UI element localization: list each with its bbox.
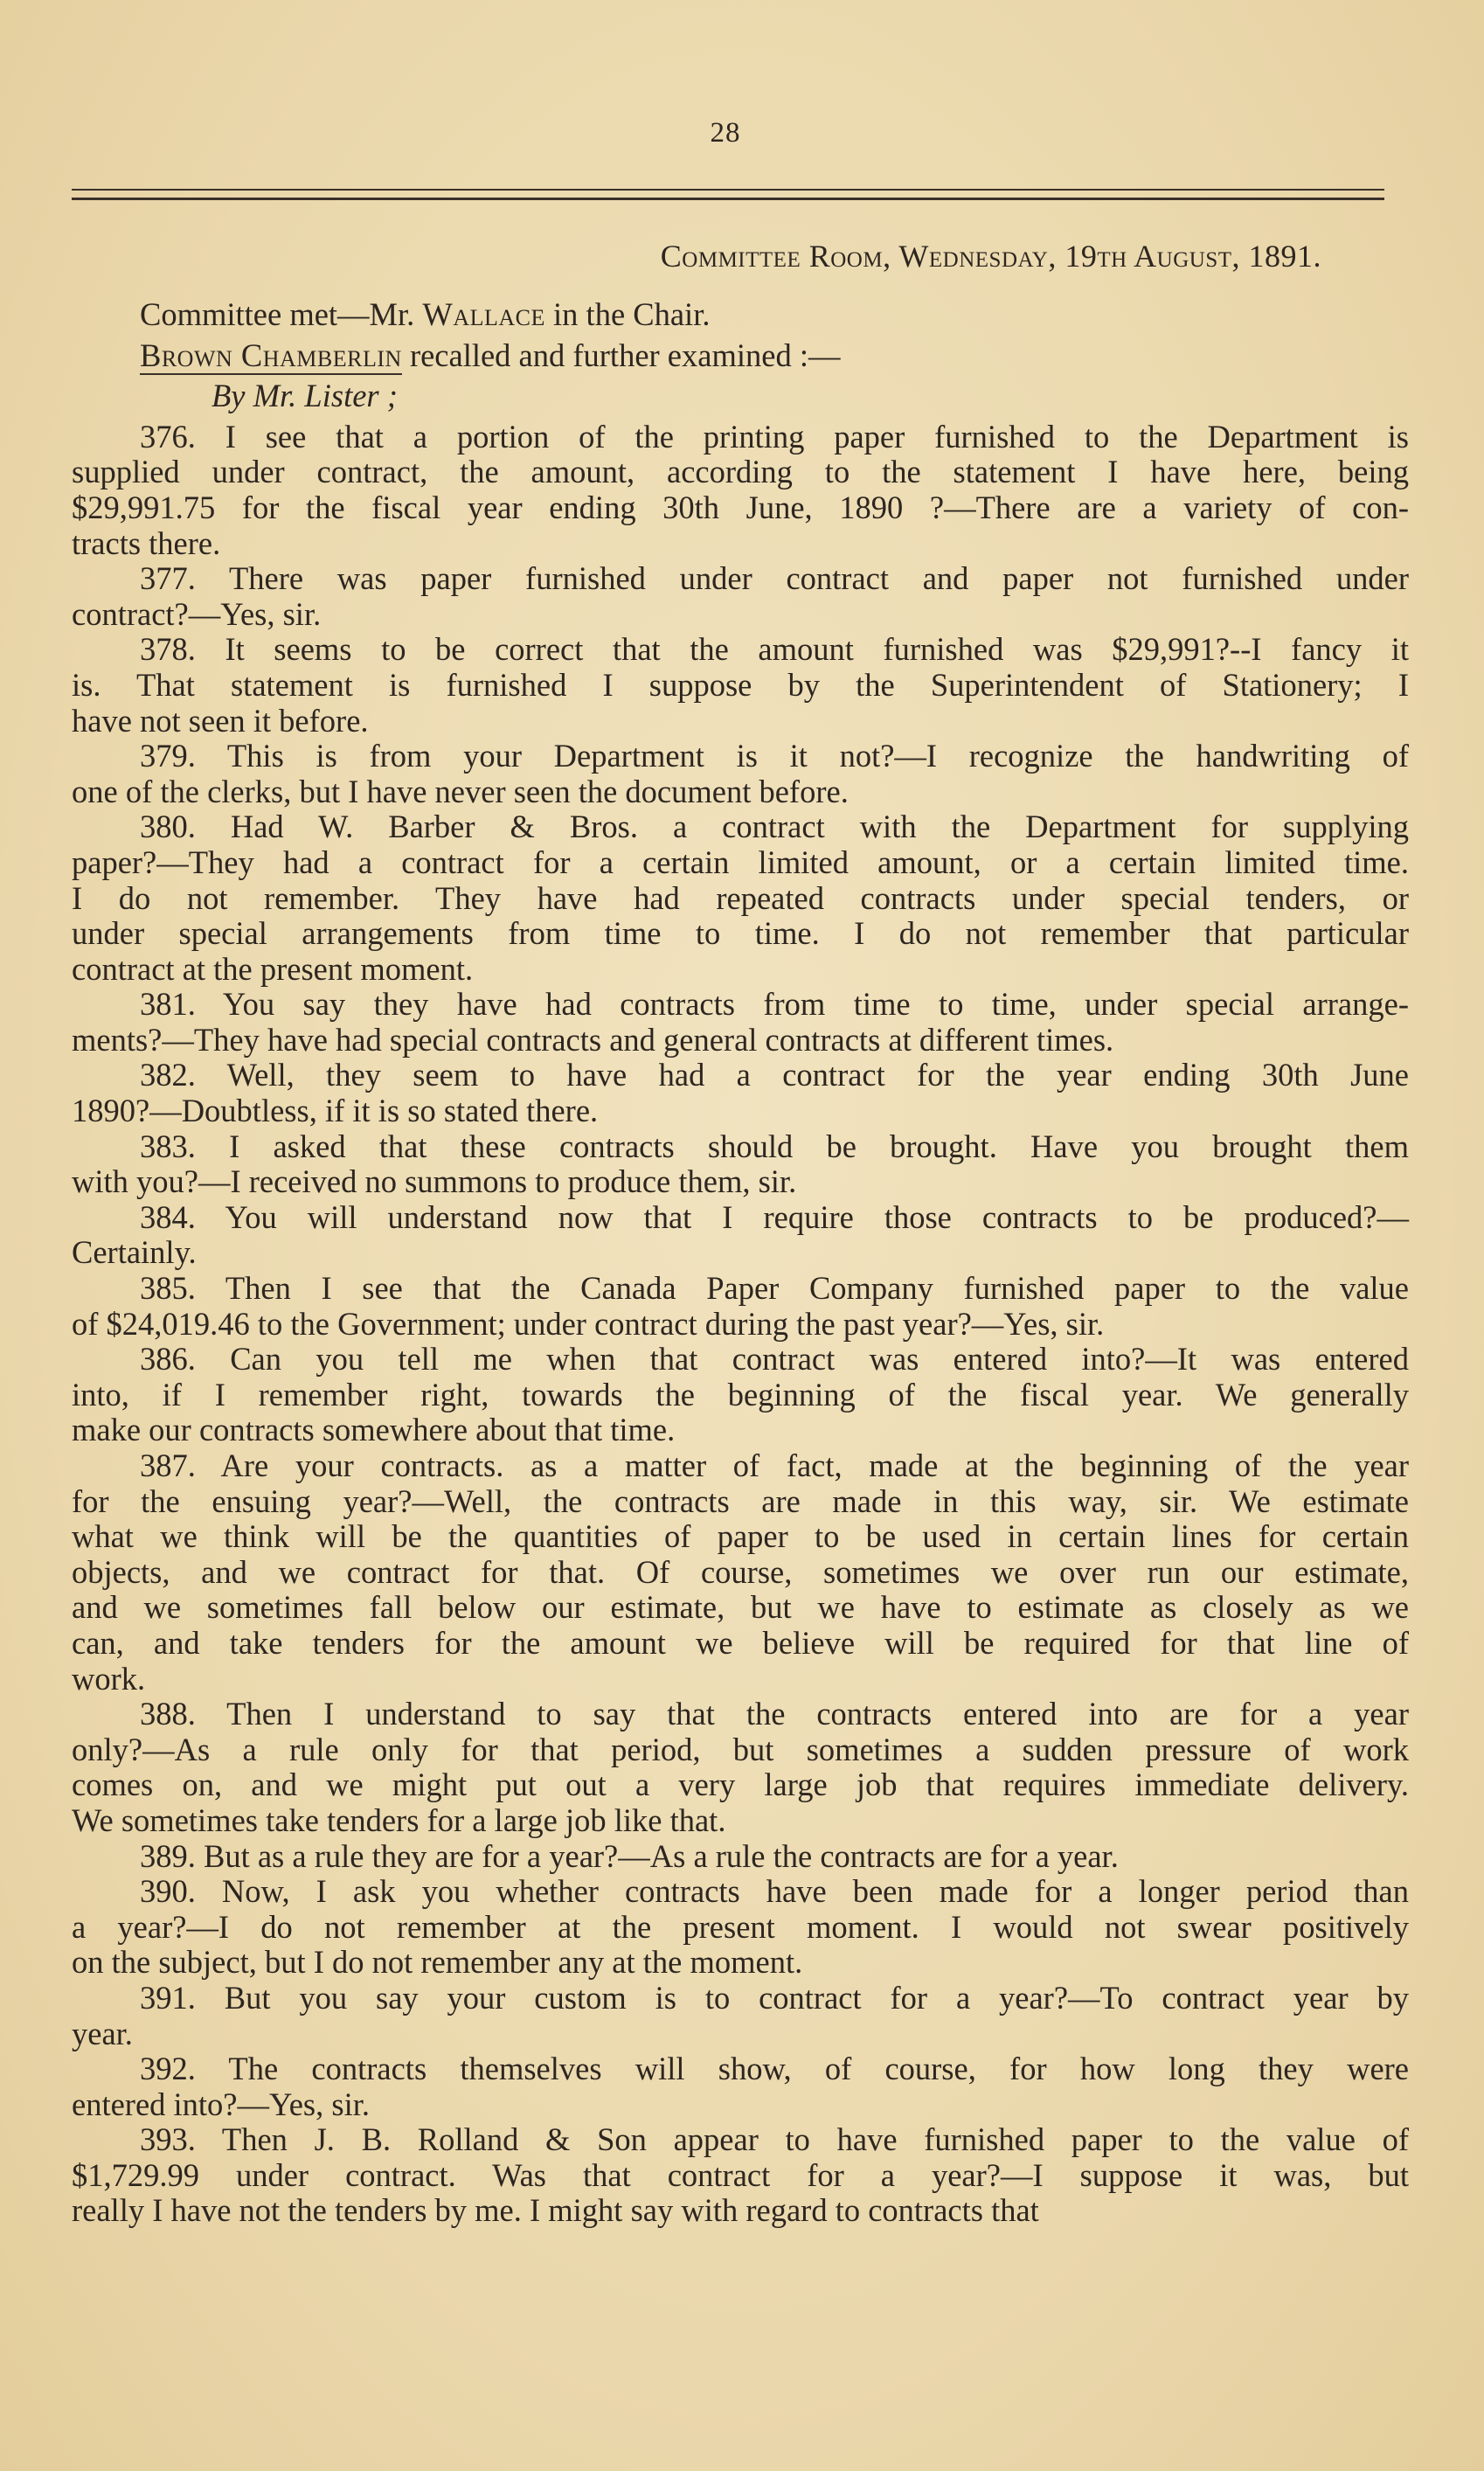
paragraph-line: $1,729.99 under contract. Was that contract for a year?—I suppose it was, but: [72, 2156, 1409, 2193]
testimony-paragraph: [72, 1200, 1409, 1271]
paragraph-line: 377. There was paper furnished under contract and paper not furnished under: [140, 560, 1409, 597]
chair-name: Wallace: [422, 296, 545, 332]
testimony-paragraph: [72, 1058, 1409, 1128]
witness-line: [72, 338, 1409, 374]
paragraph-line: and we sometimes fall below our estimate, but we have to estimate as closely as we: [72, 1589, 1409, 1626]
testimony-paragraph: [72, 2051, 1409, 2122]
paragraph-line: contract?—Yes, sir.: [72, 595, 322, 632]
paragraph-line: entered into?—Yes, sir.: [72, 2086, 370, 2122]
met-suffix: in the Chair.: [544, 296, 711, 332]
paragraph-line: 376. I see that a portion of the printing paper furnished to the Department is: [140, 418, 1409, 455]
header-rule-thin: [72, 189, 1384, 191]
testimony-paragraph: [72, 420, 1409, 561]
paragraph-line: what we think will be the quantities of paper to be used in certain lines for certain: [72, 1518, 1409, 1555]
paragraph-line: 391. But you say your custom is to contract for a year?—To contract year by: [140, 1979, 1409, 2016]
testimony-paragraph: [72, 739, 1409, 809]
met-prefix: Committee met—Mr.: [140, 296, 423, 332]
paragraph-line: 387. Are your contracts. as a matter of fact, made at the beginning of the year: [140, 1447, 1409, 1483]
paragraph-line: tracts there.: [72, 524, 221, 561]
testimony-paragraph: [72, 1129, 1409, 1200]
examiner-line: By Mr. Lister ;: [212, 378, 398, 414]
paragraph-line: 378. It seems to be correct that the amount furnished was $29,991?--I fancy it: [140, 631, 1409, 668]
testimony-paragraph: [72, 1271, 1409, 1342]
session-heading: Committee Room, Wednesday, 19th August, 1891.: [660, 239, 1321, 274]
paragraph-line: 393. Then J. B. Rolland & Son appear to have furnished paper to the value of: [140, 2121, 1409, 2158]
minutes-body: [72, 297, 1409, 2229]
testimony-paragraph: [72, 1874, 1409, 1981]
paragraph-line: into, if I remember right, towards the beginning of the fiscal year. We generally: [72, 1376, 1409, 1412]
page-number: 28: [710, 117, 741, 149]
paragraph-line: 381. You say they have had contracts from time to time, under special arrange-: [140, 986, 1409, 1023]
testimony-paragraph: [72, 987, 1409, 1058]
paragraph-line: 386. Can you tell me when that contract was entered into?—It was entered: [140, 1341, 1409, 1378]
paragraph-line: a year?—I do not remember at the present moment. I would not swear positively: [72, 1908, 1409, 1945]
paragraph-line: really I have not the tenders by me. I might say with regard to contracts that: [72, 2192, 1039, 2229]
testimony-paragraph: [72, 1697, 1409, 1838]
testimony-paragraph: [72, 1448, 1409, 1697]
paragraph-line: 384. You will understand now that I require those contracts to be produced?—: [140, 1198, 1409, 1235]
paragraph-line: 1890?—Doubtless, if it is so stated there.: [72, 1093, 599, 1129]
paragraph-line: 392. The contracts themselves will show, of course, for how long they were: [140, 2051, 1409, 2087]
paragraph-line: 388. Then I understand to say that the contracts entered into are for a year: [140, 1696, 1409, 1732]
testimony-paragraph: [72, 2122, 1409, 2229]
paragraph-line: paper?—They had a contract for a certain limited amount, or a certain limited time.: [72, 843, 1409, 880]
paragraph-line: 385. Then I see that the Canada Paper Company furnished paper to the value: [140, 1270, 1409, 1307]
paragraph-line: 380. Had W. Barber & Bros. a contract with the Department for supplying: [140, 809, 1409, 845]
paragraph-line: year.: [72, 2015, 133, 2051]
testimony-paragraph: [72, 561, 1409, 632]
paragraph-line: for the ensuing year?—Well, the contracts are made in this way, sir. We estimate: [72, 1482, 1409, 1519]
paragraph-line: 390. Now, I ask you whether contracts have been made for a longer period than: [140, 1873, 1409, 1910]
paragraph-line: ments?—They have had special contracts and general contracts at different times.: [72, 1021, 1114, 1058]
witness-suffix: recalled and further examined :—: [401, 337, 841, 373]
paragraph-line: 383. I asked that these contracts should be brought. Have you brought them: [140, 1128, 1409, 1164]
committee-met-line: [72, 297, 1409, 333]
paragraph-line: 382. Well, they seem to have had a contract for the year ending 30th June: [140, 1057, 1409, 1093]
paragraph-line: of $24,019.46 to the Government; under contract during the past year?—Yes, sir.: [72, 1305, 1105, 1342]
paragraph-line: on the subject, but I do not remember any at the moment.: [72, 1944, 803, 1981]
paragraph-line: can, and take tenders for the amount we believe will be required for that line of: [72, 1624, 1409, 1661]
paragraph-line: contract at the present moment.: [72, 950, 474, 987]
paragraph-line: supplied under contract, the amount, according to the statement I have here, being: [72, 454, 1409, 490]
paragraph-line: $29,991.75 for the fiscal year ending 30th June, 1890 ?—There are a variety of con-: [72, 489, 1409, 525]
testimony-paragraphs: [72, 420, 1409, 2229]
paragraph-line: only?—As a rule only for that period, but sometimes a sudden pressure of work: [72, 1731, 1409, 1767]
paragraph-line: objects, and we contract for that. Of course, sometimes we over run our estimate,: [72, 1553, 1409, 1590]
testimony-paragraph: [72, 1839, 1409, 1875]
paragraph-line: have not seen it before.: [72, 702, 369, 739]
testimony-paragraph: [72, 632, 1409, 739]
paragraph-line: under special arrangements from time to time. I do not remember that particular: [72, 915, 1409, 952]
paragraph-line: Certainly.: [72, 1234, 197, 1271]
paragraph-line: make our contracts somewhere about that time.: [72, 1412, 676, 1448]
paragraph-line: comes on, and we might put out a very large job that requires immediate delivery.: [72, 1766, 1409, 1803]
paragraph-line: I do not remember. They have had repeated contracts under special tenders, or: [72, 879, 1409, 916]
paragraph-line: is. That statement is furnished I suppose by the Superintendent of Stationery; I: [72, 666, 1409, 703]
testimony-paragraph: [72, 1342, 1409, 1448]
testimony-paragraph: [72, 1981, 1409, 2051]
header-rule-thick: [72, 198, 1384, 200]
paragraph-line: 389. But as a rule they are for a year?—As a rule the contracts are for a year.: [140, 1837, 1119, 1874]
witness-name: Brown Chamberlin: [140, 337, 402, 373]
paragraph-line: work.: [72, 1660, 146, 1697]
paragraph-line: We sometimes take tenders for a large job like that.: [72, 1801, 726, 1838]
paragraph-line: 379. This is from your Department is it not?—I recognize the handwriting of: [140, 738, 1409, 774]
paragraph-line: one of the clerks, but I have never seen the document before.: [72, 773, 849, 809]
testimony-paragraph: [72, 809, 1409, 987]
paragraph-line: with you?—I received no summons to produce them, sir.: [72, 1163, 797, 1200]
